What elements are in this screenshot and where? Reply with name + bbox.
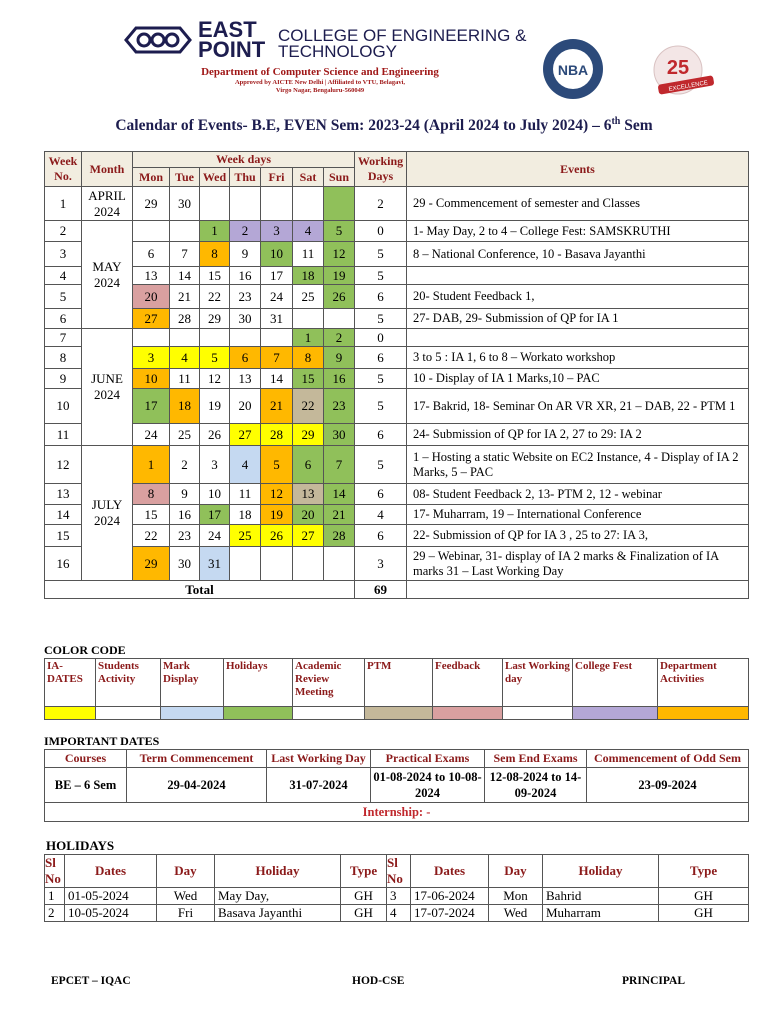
day-cell: 23 xyxy=(324,389,355,424)
calendar-row xyxy=(45,221,749,242)
approval-text xyxy=(150,79,490,95)
event-cell: 1 – Hosting a static Website on EC2 Instance, 4 - Display of IA 2 Marks, 5 – PAC xyxy=(407,446,749,484)
holiday-cell: Wed xyxy=(489,905,543,922)
header-day-sat: Sat xyxy=(293,168,324,187)
day-cell: 30 xyxy=(324,424,355,446)
day-cell: 12 xyxy=(200,369,230,389)
day-cell: 17 xyxy=(133,389,170,424)
day-cell: 7 xyxy=(324,446,355,484)
week-number: 12 xyxy=(45,446,82,484)
month-cell-july: JULY 2024 xyxy=(82,446,133,581)
color-code-swatch xyxy=(503,707,573,720)
day-cell: 29 xyxy=(200,309,230,329)
college-logo-icon xyxy=(122,22,194,58)
day-cell: 20 xyxy=(293,505,324,525)
day-cell: 24 xyxy=(133,424,170,446)
day-cell: 30 xyxy=(170,547,200,581)
event-cell: 17- Muharram, 19 – International Conference xyxy=(407,505,749,525)
important-dates-header: Practical Exams xyxy=(371,750,485,768)
day-cell: 29 xyxy=(133,547,170,581)
day-cell xyxy=(293,547,324,581)
anniversary-badge-icon xyxy=(640,40,718,102)
header-week-no: Week No. xyxy=(45,152,82,187)
header-events: Events xyxy=(407,152,749,187)
day-cell xyxy=(261,187,293,221)
working-days-cell: 2 xyxy=(355,187,407,221)
holiday-cell: 17-07-2024 xyxy=(411,905,489,922)
working-days-cell: 4 xyxy=(355,505,407,525)
day-cell: 7 xyxy=(170,242,200,267)
event-cell: 22- Submission of QP for IA 3 , 25 to 27: IA 3, xyxy=(407,525,749,547)
holidays-header: Day xyxy=(157,855,215,888)
calendar-row xyxy=(45,389,749,424)
month-cell-june: JUNE 2024 xyxy=(82,329,133,446)
important-dates-heading: IMPORTANT DATES xyxy=(44,734,160,748)
event-cell: 1- May Day, 2 to 4 – College Fest: SAMSKRUTHI xyxy=(407,221,749,242)
holiday-cell: 17-06-2024 xyxy=(411,888,489,905)
day-cell: 22 xyxy=(133,525,170,547)
working-days-cell: 6 xyxy=(355,525,407,547)
day-cell: 6 xyxy=(230,347,261,369)
working-days-cell: 5 xyxy=(355,369,407,389)
day-cell xyxy=(261,329,293,347)
nba-logo-icon xyxy=(542,38,604,100)
total-empty xyxy=(407,581,749,599)
day-cell: 23 xyxy=(230,285,261,309)
holiday-cell: Bahrid xyxy=(543,888,659,905)
holidays-table xyxy=(44,854,749,922)
day-cell: 6 xyxy=(293,446,324,484)
title-tail: Sem xyxy=(620,117,653,135)
color-code-label: Last Working day xyxy=(503,659,573,707)
event-cell xyxy=(407,329,749,347)
color-code-table xyxy=(44,658,749,720)
event-cell: 08- Student Feedback 2, 13- PTM 2, 12 - webinar xyxy=(407,484,749,505)
day-cell: 2 xyxy=(324,329,355,347)
day-cell xyxy=(230,547,261,581)
day-cell: 14 xyxy=(170,267,200,285)
color-code-label: Holidays xyxy=(224,659,293,707)
header-day-mon: Mon xyxy=(133,168,170,187)
college-name-line1: COLLEGE OF ENGINEERING & xyxy=(278,26,527,45)
holiday-cell: GH xyxy=(659,888,749,905)
holiday-cell: Muharram xyxy=(543,905,659,922)
important-dates-cell: 12-08-2024 to 14-09-2024 xyxy=(485,768,587,803)
approval-line: Approved by AICTE New Delhi | Affiliated to VTU, Belagavi, xyxy=(234,79,406,86)
header-month: Month xyxy=(82,152,133,187)
holidays-header: Type xyxy=(659,855,749,888)
internship-note: Internship: - xyxy=(45,803,749,822)
important-dates-cell: BE – 6 Sem xyxy=(45,768,127,803)
working-days-cell: 5 xyxy=(355,389,407,424)
calendar-row xyxy=(45,525,749,547)
calendar-row xyxy=(45,484,749,505)
working-days-cell: 5 xyxy=(355,267,407,285)
day-cell: 29 xyxy=(293,424,324,446)
day-cell: 16 xyxy=(170,505,200,525)
day-cell: 13 xyxy=(230,369,261,389)
title-main: Calendar of Events- B.E, EVEN Sem: 2023-24 (April 2024 to July 2024) – 6 xyxy=(115,117,612,135)
week-number: 5 xyxy=(45,285,82,309)
day-cell: 13 xyxy=(293,484,324,505)
day-cell: 11 xyxy=(293,242,324,267)
header-day-wed: Wed xyxy=(200,168,230,187)
day-cell: 3 xyxy=(200,446,230,484)
color-code-swatch xyxy=(433,707,503,720)
important-dates-cell: 31-07-2024 xyxy=(267,768,371,803)
header-day-thu: Thu xyxy=(230,168,261,187)
holiday-cell: GH xyxy=(341,888,387,905)
calendar-row xyxy=(45,267,749,285)
important-dates-cell: 29-04-2024 xyxy=(127,768,267,803)
important-dates-table xyxy=(44,749,749,822)
day-cell xyxy=(200,187,230,221)
day-cell: 5 xyxy=(261,446,293,484)
important-dates-header: Sem End Exams xyxy=(485,750,587,768)
day-cell: 5 xyxy=(200,347,230,369)
event-cell xyxy=(407,267,749,285)
important-dates-cell: 23-09-2024 xyxy=(587,768,749,803)
holidays-header: Sl No xyxy=(45,855,65,888)
college-name-line2: TECHNOLOGY xyxy=(278,42,398,61)
day-cell: 8 xyxy=(293,347,324,369)
day-cell: 27 xyxy=(230,424,261,446)
day-cell: 25 xyxy=(170,424,200,446)
calendar-row xyxy=(45,446,749,484)
header-week-days: Week days xyxy=(133,152,355,168)
calendar-row xyxy=(45,187,749,221)
event-cell: 24- Submission of QP for IA 2, 27 to 29: IA 2 xyxy=(407,424,749,446)
day-cell xyxy=(261,547,293,581)
header-day-fri: Fri xyxy=(261,168,293,187)
day-cell xyxy=(324,309,355,329)
week-number: 7 xyxy=(45,329,82,347)
day-cell: 28 xyxy=(324,525,355,547)
address-line: Virgo Nagar, Bengaluru-560049 xyxy=(275,87,365,94)
brand-line2: POINT xyxy=(198,37,266,62)
day-cell: 22 xyxy=(200,285,230,309)
day-cell: 14 xyxy=(261,369,293,389)
holidays-header: Type xyxy=(341,855,387,888)
day-cell: 26 xyxy=(261,525,293,547)
event-cell: 27- DAB, 29- Submission of QP for IA 1 xyxy=(407,309,749,329)
working-days-cell: 3 xyxy=(355,547,407,581)
day-cell: 26 xyxy=(200,424,230,446)
day-cell: 19 xyxy=(261,505,293,525)
day-cell: 1 xyxy=(200,221,230,242)
day-cell: 15 xyxy=(133,505,170,525)
calendar-row xyxy=(45,505,749,525)
day-cell: 30 xyxy=(170,187,200,221)
day-cell: 15 xyxy=(200,267,230,285)
event-cell: 29 - Commencement of semester and Classes xyxy=(407,187,749,221)
day-cell: 25 xyxy=(293,285,324,309)
signature-iqac: EPCET – IQAC xyxy=(51,975,131,987)
holidays-header: Sl No xyxy=(387,855,411,888)
week-number: 16 xyxy=(45,547,82,581)
working-days-cell: 0 xyxy=(355,329,407,347)
event-cell: 10 - Display of IA 1 Marks,10 – PAC xyxy=(407,369,749,389)
day-cell xyxy=(133,221,170,242)
day-cell: 13 xyxy=(133,267,170,285)
day-cell xyxy=(324,187,355,221)
day-cell: 22 xyxy=(293,389,324,424)
working-days-cell: 5 xyxy=(355,309,407,329)
holiday-row xyxy=(45,905,749,922)
color-code-swatch xyxy=(365,707,433,720)
day-cell: 9 xyxy=(324,347,355,369)
day-cell: 31 xyxy=(200,547,230,581)
day-cell: 18 xyxy=(230,505,261,525)
anniversary-number: 25 xyxy=(666,57,690,79)
color-code-swatch xyxy=(293,707,365,720)
day-cell xyxy=(230,329,261,347)
event-cell: 8 – National Conference, 10 - Basava Jayanthi xyxy=(407,242,749,267)
month-cell-may: MAY 2024 xyxy=(82,221,133,329)
day-cell xyxy=(230,187,261,221)
color-code-label: Students Activity xyxy=(96,659,161,707)
day-cell: 21 xyxy=(324,505,355,525)
holidays-header: Holiday xyxy=(215,855,341,888)
color-code-swatch xyxy=(96,707,161,720)
important-dates-header: Term Commencement xyxy=(127,750,267,768)
day-cell: 10 xyxy=(133,369,170,389)
day-cell: 28 xyxy=(261,424,293,446)
important-dates-cell: 01-08-2024 to 10-08-2024 xyxy=(371,768,485,803)
day-cell: 4 xyxy=(293,221,324,242)
day-cell: 11 xyxy=(230,484,261,505)
total-row xyxy=(45,581,749,599)
day-cell: 19 xyxy=(324,267,355,285)
day-cell: 8 xyxy=(200,242,230,267)
header-working-days: Working Days xyxy=(355,152,407,187)
day-cell: 9 xyxy=(230,242,261,267)
nba-logo-text: NBA xyxy=(557,62,589,78)
holiday-cell: May Day, xyxy=(215,888,341,905)
anniversary-sub: EXCELLENCE xyxy=(668,80,709,94)
day-cell: 3 xyxy=(133,347,170,369)
day-cell: 5 xyxy=(324,221,355,242)
day-cell: 10 xyxy=(261,242,293,267)
color-code-label: Academic Review Meeting xyxy=(293,659,365,707)
week-number: 14 xyxy=(45,505,82,525)
day-cell: 31 xyxy=(261,309,293,329)
working-days-cell: 6 xyxy=(355,285,407,309)
title-sup: th xyxy=(611,116,621,127)
color-code-swatch xyxy=(45,707,96,720)
day-cell xyxy=(293,309,324,329)
day-cell: 29 xyxy=(133,187,170,221)
total-value: 69 xyxy=(355,581,407,599)
day-cell: 12 xyxy=(324,242,355,267)
holiday-cell: 3 xyxy=(387,888,411,905)
color-code-label: Mark Display xyxy=(161,659,224,707)
day-cell: 14 xyxy=(324,484,355,505)
color-code-swatch xyxy=(573,707,658,720)
day-cell: 11 xyxy=(170,369,200,389)
week-number: 9 xyxy=(45,369,82,389)
day-cell: 30 xyxy=(230,309,261,329)
event-cell: 3 to 5 : IA 1, 6 to 8 – Workato workshop xyxy=(407,347,749,369)
day-cell: 8 xyxy=(133,484,170,505)
calendar-row xyxy=(45,547,749,581)
day-cell: 10 xyxy=(200,484,230,505)
holiday-cell: Wed xyxy=(157,888,215,905)
calendar-row xyxy=(45,369,749,389)
day-cell: 27 xyxy=(293,525,324,547)
month-cell-april: APRIL 2024 xyxy=(82,187,133,221)
day-cell: 2 xyxy=(230,221,261,242)
department-name: Department of Computer Science and Engineering xyxy=(201,66,439,78)
week-number: 6 xyxy=(45,309,82,329)
day-cell: 3 xyxy=(261,221,293,242)
week-number: 1 xyxy=(45,187,82,221)
holiday-cell: Mon xyxy=(489,888,543,905)
day-cell: 4 xyxy=(170,347,200,369)
day-cell: 25 xyxy=(230,525,261,547)
holiday-cell: 4 xyxy=(387,905,411,922)
color-code-label: Department Activities xyxy=(658,659,749,707)
holidays-header: Dates xyxy=(65,855,157,888)
important-dates-header: Last Working Day xyxy=(267,750,371,768)
day-cell: 1 xyxy=(293,329,324,347)
color-code-swatch xyxy=(161,707,224,720)
day-cell: 6 xyxy=(133,242,170,267)
day-cell: 15 xyxy=(293,369,324,389)
working-days-cell: 6 xyxy=(355,347,407,369)
color-code-label: PTM xyxy=(365,659,433,707)
holiday-row xyxy=(45,888,749,905)
day-cell: 27 xyxy=(133,309,170,329)
holidays-heading: HOLIDAYS xyxy=(46,838,115,853)
week-number: 11 xyxy=(45,424,82,446)
week-number: 3 xyxy=(45,242,82,267)
color-code-heading: COLOR CODE xyxy=(44,643,126,657)
working-days-cell: 6 xyxy=(355,484,407,505)
calendar-row xyxy=(45,424,749,446)
day-cell: 23 xyxy=(170,525,200,547)
color-code-label: IA- DATES xyxy=(45,659,96,707)
color-code-swatch xyxy=(224,707,293,720)
event-cell: 20- Student Feedback 1, xyxy=(407,285,749,309)
working-days-cell: 5 xyxy=(355,446,407,484)
header-day-sun: Sun xyxy=(324,168,355,187)
event-cell: 17- Bakrid, 18- Seminar On AR VR XR, 21 – DAB, 22 - PTM 1 xyxy=(407,389,749,424)
calendar-row xyxy=(45,285,749,309)
holiday-cell: 2 xyxy=(45,905,65,922)
calendar-row xyxy=(45,242,749,267)
color-code-label: College Fest xyxy=(573,659,658,707)
day-cell xyxy=(133,329,170,347)
header-day-tue: Tue xyxy=(170,168,200,187)
day-cell: 17 xyxy=(200,505,230,525)
working-days-cell: 5 xyxy=(355,242,407,267)
day-cell: 18 xyxy=(293,267,324,285)
working-days-cell: 0 xyxy=(355,221,407,242)
calendar-row xyxy=(45,347,749,369)
holidays-header: Dates xyxy=(411,855,489,888)
important-dates-header: Commencement of Odd Sem xyxy=(587,750,749,768)
holiday-cell: Basava Jayanthi xyxy=(215,905,341,922)
day-cell: 17 xyxy=(261,267,293,285)
calendar-row xyxy=(45,329,749,347)
holiday-cell: Fri xyxy=(157,905,215,922)
calendar-table xyxy=(44,151,749,599)
day-cell xyxy=(200,329,230,347)
week-number: 10 xyxy=(45,389,82,424)
day-cell xyxy=(293,187,324,221)
page-title xyxy=(0,116,768,135)
week-number: 15 xyxy=(45,525,82,547)
day-cell: 12 xyxy=(261,484,293,505)
holiday-cell: 1 xyxy=(45,888,65,905)
day-cell: 26 xyxy=(324,285,355,309)
color-code-label: Feedback xyxy=(433,659,503,707)
week-number: 2 xyxy=(45,221,82,242)
event-cell: 29 – Webinar, 31- display of IA 2 marks & Finalization of IA marks 31 – Last Working Day xyxy=(407,547,749,581)
day-cell: 20 xyxy=(133,285,170,309)
day-cell: 28 xyxy=(170,309,200,329)
day-cell xyxy=(324,547,355,581)
day-cell xyxy=(170,221,200,242)
day-cell: 24 xyxy=(261,285,293,309)
day-cell: 7 xyxy=(261,347,293,369)
day-cell: 19 xyxy=(200,389,230,424)
signature-hod: HOD-CSE xyxy=(352,975,405,987)
day-cell: 24 xyxy=(200,525,230,547)
day-cell xyxy=(170,329,200,347)
important-dates-header: Courses xyxy=(45,750,127,768)
holiday-cell: GH xyxy=(341,905,387,922)
week-number: 13 xyxy=(45,484,82,505)
day-cell: 20 xyxy=(230,389,261,424)
holiday-cell: 10-05-2024 xyxy=(65,905,157,922)
week-number: 4 xyxy=(45,267,82,285)
day-cell: 1 xyxy=(133,446,170,484)
day-cell: 9 xyxy=(170,484,200,505)
holiday-cell: 01-05-2024 xyxy=(65,888,157,905)
holidays-header: Holiday xyxy=(543,855,659,888)
working-days-cell: 6 xyxy=(355,424,407,446)
calendar-row xyxy=(45,309,749,329)
signature-principal: PRINCIPAL xyxy=(622,975,686,987)
brand-line1: EAST xyxy=(198,17,257,42)
day-cell: 21 xyxy=(170,285,200,309)
total-label: Total xyxy=(45,581,355,599)
day-cell: 18 xyxy=(170,389,200,424)
day-cell: 21 xyxy=(261,389,293,424)
color-code-swatch xyxy=(658,707,749,720)
day-cell: 16 xyxy=(324,369,355,389)
holiday-cell: GH xyxy=(659,905,749,922)
week-number: 8 xyxy=(45,347,82,369)
holidays-header: Day xyxy=(489,855,543,888)
day-cell: 4 xyxy=(230,446,261,484)
day-cell: 2 xyxy=(170,446,200,484)
day-cell: 16 xyxy=(230,267,261,285)
